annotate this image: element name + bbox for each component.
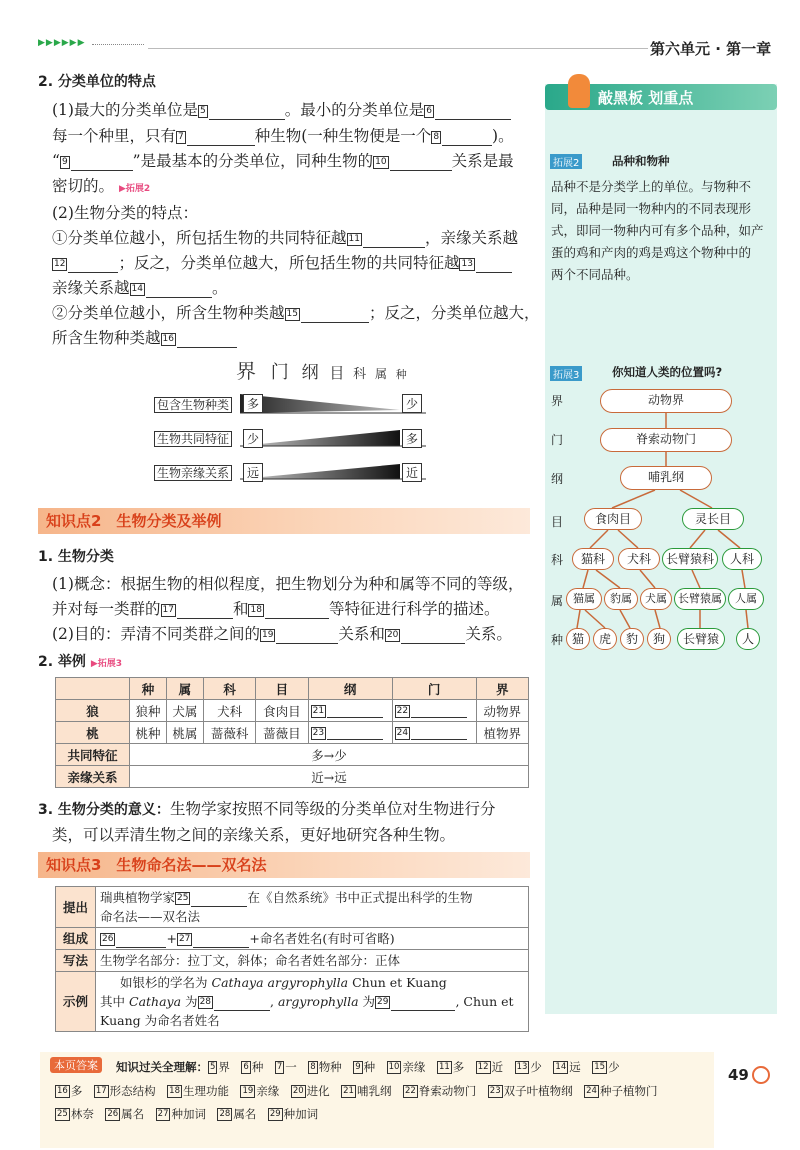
bar-right-2: 多 bbox=[402, 429, 422, 448]
node-mammal: 哺乳纲 bbox=[620, 466, 712, 490]
page-icon bbox=[752, 1066, 770, 1084]
node-cat: 猫 bbox=[566, 628, 590, 650]
node-carnivora: 食肉目 bbox=[584, 508, 642, 530]
answers-row-3: 25 林奈 26 属名 27 种加词 28 属名 29 种加词 bbox=[57, 1107, 319, 1121]
rank-heading: 界 门 纲 目 科 属 种 bbox=[236, 359, 407, 383]
classification-table: 种 属 科 目 纲 门 界 狼 狼种 犬属 犬科 食肉目 21 22 动物界 桃 桃种 桃属 蔷薇科 蔷薇目 23 24 植物界 共同特征 多→少 亲缘关系 近→远 bbox=[55, 677, 529, 788]
kp2-s2: 2. 举例 ▶拓展3 bbox=[38, 654, 123, 670]
tuozhan2-tag: 拓展2 bbox=[550, 154, 582, 169]
kp3-title: 知识点3 生物命名法——双名法 bbox=[38, 852, 530, 878]
sec2-line9: ②分类单位越小，所含生物种类越 15 ；反之，分类单位越大， bbox=[52, 304, 540, 322]
kp2-s1: 1. 生物分类 bbox=[38, 549, 114, 565]
node-hylobates: 长臂猿属 bbox=[674, 588, 726, 610]
bar-row-3: 生物亲缘关系 bbox=[154, 464, 232, 481]
sec2-line3: “ 9 ”是最基本的分类单位，同种生物的 10 关系是最 bbox=[52, 152, 514, 170]
node-panthera: 豹属 bbox=[604, 588, 638, 610]
side-title: 敲黑板 划重点 bbox=[598, 89, 694, 107]
node-primates: 灵长目 bbox=[682, 508, 744, 530]
bar-row-1: 包含生物种类 bbox=[154, 396, 232, 413]
node-canidae: 犬科 bbox=[618, 548, 660, 570]
bar-left-3: 远 bbox=[243, 463, 263, 482]
node-homo: 人属 bbox=[728, 588, 764, 610]
binomial-table: 提出 瑞典植物学家 25 在《自然系统》书中正式提出科学的生物 命名法——双名法 组成 26 + 27 +命名者姓名(有时可省略) 写法 生物学名部分：拉丁文，斜体；命名者姓名部分：正体 示例 如银杉的学名为 Cathaya argyrophylla Chun et Kuang 其中 Cathaya 为 28 , argyrophylla 为 29 , Chun et Kuang 为命名者姓名 bbox=[55, 886, 529, 1032]
sec2-line2: 每一个种里，只有 7 种生物(一种生物便是一个 8 )。 bbox=[52, 127, 514, 145]
bar-right-1: 少 bbox=[402, 394, 422, 413]
tuozhan3-tag: 拓展3 bbox=[550, 366, 582, 381]
level-label: 纲 bbox=[551, 472, 564, 486]
kp2-s3-cont: 类，可以弄清生物之间的亲缘关系，更好地研究各种生物。 bbox=[52, 826, 456, 844]
bar-right-3: 近 bbox=[402, 463, 422, 482]
bar-left-1: 多 bbox=[243, 394, 263, 413]
header-unit: 第六单元 · 第一章 bbox=[650, 40, 772, 58]
node-felis: 猫属 bbox=[566, 588, 602, 610]
kp2-c1: (1)概念：根据生物的相似程度，把生物划分为种和属等不同的等级， bbox=[52, 575, 524, 593]
kp2-s3: 3. 生物分类的意义：生物学家按照不同等级的分类单位对生物进行分 bbox=[38, 800, 496, 818]
answers-row-2: 16 多 17 形态结构 18 生理功能 19 亲缘 20 进化 21 哺乳纲 22 脊索动物门 23 双子叶植物纲 24 种子植物门 bbox=[57, 1084, 658, 1098]
header-dots: ▶▶▶▶▶▶ bbox=[38, 38, 86, 48]
side-avatar bbox=[568, 74, 590, 108]
section-title: 2. 分类单位的特点 bbox=[38, 74, 156, 90]
node-canis: 犬属 bbox=[640, 588, 672, 610]
page-number: 49 bbox=[728, 1066, 749, 1084]
sec2-line5: (2)生物分类的特点： bbox=[52, 204, 198, 222]
node-felidae: 猫科 bbox=[572, 548, 614, 570]
bar-row-2: 生物共同特征 bbox=[154, 430, 232, 447]
kp2-title: 知识点2 生物分类及举例 bbox=[38, 508, 530, 534]
level-label: 界 bbox=[551, 394, 564, 408]
tuozhan3-title: 你知道人类的位置吗? bbox=[612, 365, 723, 379]
node-tiger: 虎 bbox=[593, 628, 617, 650]
node-man: 人 bbox=[736, 628, 760, 650]
node-leopard: 豹 bbox=[620, 628, 644, 650]
node-gibbon: 长臂猿 bbox=[677, 628, 725, 650]
level-label: 种 bbox=[551, 633, 564, 647]
kp2-c3: (2)目的：弄清不同类群之间的 19 关系和 20 关系。 bbox=[52, 625, 512, 643]
node-chordate: 脊索动物门 bbox=[600, 428, 732, 452]
sec2-line6: ①分类单位越小，所包括生物的共同特征越 11 ，亲缘关系越 bbox=[52, 229, 518, 247]
sec2-line4: 密切的。 ▶拓展2 bbox=[52, 177, 151, 195]
bar-left-2: 少 bbox=[243, 429, 263, 448]
level-label: 目 bbox=[551, 515, 564, 529]
node-dog: 狗 bbox=[647, 628, 671, 650]
node-hylobatidae: 长臂猿科 bbox=[662, 548, 718, 570]
answers-row-1: 知识过关全理解： 5 界 6 种 7 一 8 物种 9 种 10 亲缘 11 多 12 近 13 少 14 远 15 少 bbox=[116, 1060, 620, 1074]
level-label: 科 bbox=[551, 553, 564, 567]
level-label: 门 bbox=[551, 433, 564, 447]
node-animal: 动物界 bbox=[600, 389, 732, 413]
level-label: 属 bbox=[551, 594, 564, 608]
sec2-line7: 12 ；反之，分类单位越大，所包括生物的共同特征越 13 bbox=[52, 253, 512, 273]
tuozhan2-body: 品种不是分类学上的单位。与物种不 同，品种是同一物种内的不同表现形 式，即同一物种内可有多个品种，如产 蛋的鸡和产肉的鸡是鸡这个物种中的 两个不同品种。 bbox=[551, 179, 764, 282]
sec2-line1: (1)最大的分类单位是 5 。最小的分类单位是 6 bbox=[52, 100, 511, 120]
sec2-line10: 所含生物种类越 16 bbox=[52, 328, 237, 348]
node-hominidae: 人科 bbox=[722, 548, 762, 570]
sec2-line8: 亲缘关系越 14 。 bbox=[52, 279, 228, 297]
answers-badge: 本页答案 bbox=[50, 1057, 102, 1073]
kp2-c2: 并对每一类群的 17 和 18 等特征进行科学的描述。 bbox=[52, 600, 500, 618]
tuozhan2-title: 品种和物种 bbox=[612, 154, 670, 168]
